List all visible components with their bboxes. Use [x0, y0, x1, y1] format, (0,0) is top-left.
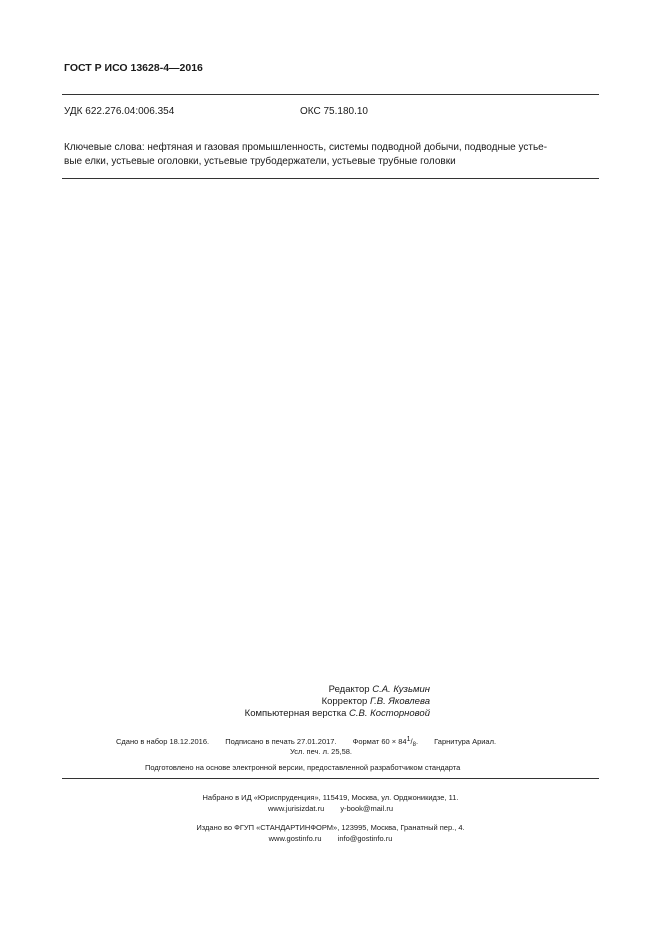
- submitted-date: Сдано в набор 18.12.2016.: [116, 737, 210, 746]
- keywords-line-2: вые елки, устьевые оголовки, устьевые трубодержатели, устьевые трубные головки: [64, 156, 456, 167]
- typeface: Гарнитура Ариал.: [434, 737, 497, 746]
- print-sheets: Усл. печ. л. 25,58.: [290, 747, 353, 756]
- corrector-name: Г.В. Яковлева: [369, 696, 430, 707]
- corrector-label: Корректор: [321, 696, 368, 707]
- layout-label: Компьютерная верстка: [244, 708, 347, 719]
- signed-date: Подписано в печать 27.01.2017.: [225, 737, 337, 746]
- typeset-line: Набрано в ИД «Юриспруденция», 115419, Москва, ул. Орджоникидзе, 11.: [202, 793, 459, 802]
- issued-contacts: [0, 833, 661, 844]
- issued-site: www.gostinfo.ru: [268, 834, 322, 843]
- typeset-contacts: [0, 803, 661, 814]
- layout-line: [210, 708, 430, 720]
- paper-format: Формат $60 \times 84^1/_8$.: [352, 736, 419, 748]
- publisher-typeset-block: [0, 792, 661, 814]
- divider-top: [62, 94, 599, 95]
- layout-name: С.В. Косторновой: [349, 708, 430, 719]
- typeset-email: y-book@mail.ru: [340, 804, 393, 813]
- issued-email: info@gostinfo.ru: [337, 834, 393, 843]
- credits-block: [210, 684, 430, 720]
- publisher-issued-block: [0, 822, 661, 844]
- udk-code: УДК 622.276.04:006.354: [64, 106, 175, 117]
- divider-keywords: [62, 178, 599, 179]
- issued-line: Издано во ФГУП «СТАНДАРТИНФОРМ», 123995, Москва, Гранатный пер., 4.: [196, 823, 465, 832]
- editor-label: Редактор: [328, 684, 370, 695]
- divider-bottom: [62, 778, 599, 779]
- typeset-site: www.jurisizdat.ru: [268, 804, 325, 813]
- corrector-line: [210, 696, 430, 708]
- keywords-line-1: Ключевые слова: нефтяная и газовая промышленность, системы подводной добычи, подводные устье-: [64, 142, 548, 153]
- editor-line: [210, 684, 430, 696]
- oks-code: ОКС 75.180.10: [300, 106, 368, 117]
- editor-name: С.А. Кузьмин: [372, 684, 430, 695]
- document-code: ГОСТ Р ИСО 13628-4—2016: [64, 62, 203, 74]
- prepared-note: Подготовлено на основе электронной версии, предоставленной разработчиком стандарта: [145, 763, 461, 772]
- keywords-block: [64, 141, 600, 169]
